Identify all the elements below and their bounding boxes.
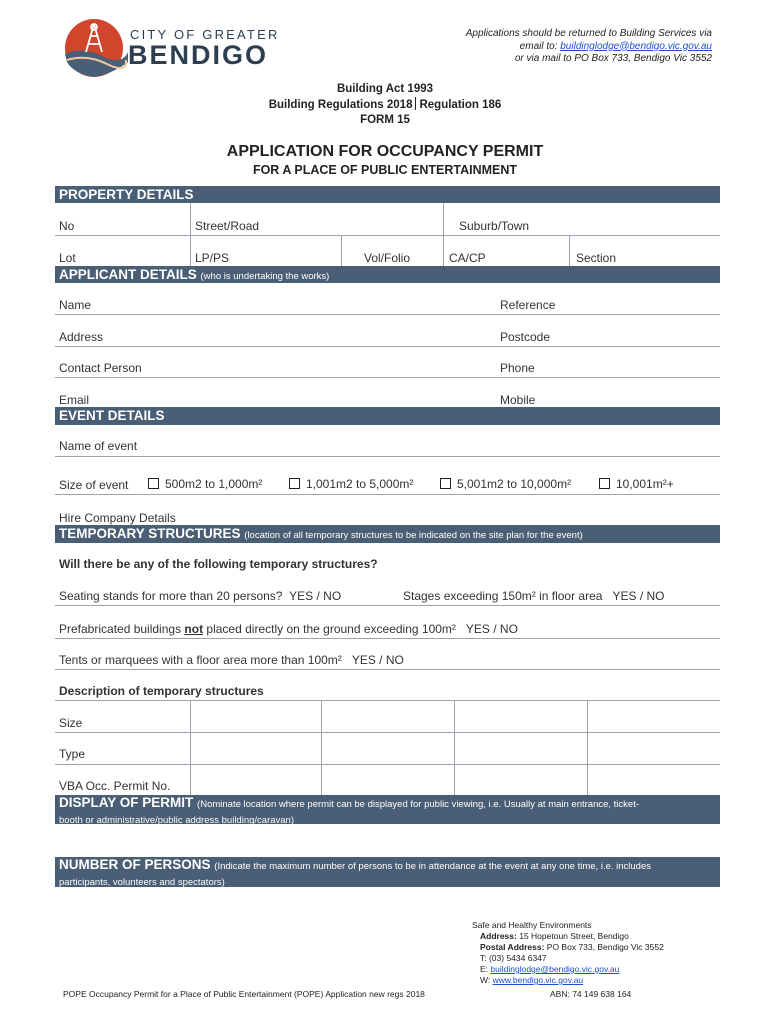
footer-postal-label: Postal Address: <box>480 942 545 952</box>
regulation-number: Regulation 186 <box>419 99 502 111</box>
regulations-line <box>0 97 770 113</box>
divider <box>341 235 342 266</box>
temp-question: Will there be any of the following temporary structures? <box>59 557 378 571</box>
temp-heading-note: (location of all temporary structures to be indicated on the site plan for the event) <box>244 530 583 541</box>
legislation-block <box>0 82 770 128</box>
property-heading-text: PROPERTY DETAILS <box>59 187 194 202</box>
size-option-1[interactable] <box>148 477 262 491</box>
tents-text: Tents or marquees with a floor area more than 100m² <box>59 653 342 667</box>
document-reference: POPE Occupancy Permit for a Place of Public Entertainment (POPE) Application new regs 2018 <box>63 989 425 999</box>
vba-row-label: VBA Occ. Permit No. <box>59 779 171 793</box>
event-size-label: Size of event <box>59 478 129 492</box>
email-label: Email <box>59 393 90 407</box>
stages-question <box>403 589 664 603</box>
return-line-1: Applications should be returned to Building Services via <box>465 28 712 39</box>
divider <box>55 669 720 670</box>
footer-org: Safe and Healthy Environments <box>472 920 592 930</box>
persons-heading-note-2: participants, volunteers and spectators) <box>59 877 225 887</box>
display-heading-note-1: (Nominate location where permit can be displayed for public viewing, i.e. Usually at main entrance, ticket- <box>197 799 640 810</box>
divider <box>55 700 720 701</box>
lot-label: Lot <box>59 251 76 265</box>
return-line-3: or via mail to PO Box 733, Bendigo Vic 3552 <box>514 53 712 64</box>
seating-question <box>59 589 341 603</box>
checkbox-icon[interactable] <box>148 478 159 489</box>
mobile-label: Mobile <box>500 393 536 407</box>
form-number: FORM 15 <box>360 114 410 126</box>
hire-company-label: Hire Company Details <box>59 511 176 525</box>
persons-heading-text: NUMBER OF PERSONS <box>59 857 211 872</box>
footer-postal <box>472 942 664 953</box>
event-heading-text: EVENT DETAILS <box>59 408 165 423</box>
act-line: Building Act 1993 <box>336 83 434 95</box>
suburb-label: Suburb/Town <box>459 219 530 233</box>
no-label: No <box>59 219 75 233</box>
divider <box>55 314 720 315</box>
type-row-label: Type <box>59 747 86 761</box>
event-name-label: Name of event <box>59 439 138 453</box>
applicant-details-heading <box>55 266 720 283</box>
display-permit-heading <box>55 795 720 824</box>
street-label: Street/Road <box>195 219 260 233</box>
prefab-text-post: placed directly on the ground exceeding 100m² <box>203 622 456 636</box>
return-email-link[interactable]: buildinglodge@bendigo.vic.gov.au <box>560 40 712 52</box>
size-option-3-label: 5,001m2 to 10,000m² <box>457 477 572 491</box>
temporary-structures-heading <box>55 525 720 543</box>
divider <box>587 700 588 795</box>
tents-question <box>59 653 404 667</box>
cacp-label: CA/CP <box>449 251 486 265</box>
return-line-2 <box>466 41 712 54</box>
divider <box>55 732 720 733</box>
checkbox-icon[interactable] <box>599 478 610 489</box>
stages-text: Stages exceeding 150m² in floor area <box>403 589 603 603</box>
abn-number: ABN: 74 149 638 164 <box>550 989 632 999</box>
footer-address-label: Address: <box>480 931 517 941</box>
return-instructions <box>466 28 712 66</box>
divider <box>55 377 720 378</box>
page-subtitle: FOR A PLACE OF PUBLIC ENTERTAINMENT <box>252 163 518 177</box>
divider <box>55 235 720 236</box>
footer-postal-value: PO Box 733, Bendigo Vic 3552 <box>546 942 664 952</box>
property-details-heading <box>55 186 720 203</box>
size-option-4[interactable] <box>599 477 674 491</box>
divider <box>55 638 720 639</box>
prefab-answer[interactable]: YES / NO <box>465 622 518 636</box>
temp-heading-text: TEMPORARY STRUCTURES <box>59 526 241 541</box>
seating-answer[interactable]: YES / NO <box>289 589 342 603</box>
lpps-label: LP/PS <box>195 251 230 265</box>
divider <box>55 605 720 606</box>
logo-text-line2: BENDIGO <box>128 40 269 70</box>
stages-answer[interactable]: YES / NO <box>612 589 665 603</box>
divider <box>55 494 720 495</box>
seating-text: Seating stands for more than 20 persons? <box>59 589 283 603</box>
footer-web <box>472 975 664 986</box>
size-option-3[interactable] <box>440 477 571 491</box>
footer-email <box>472 964 664 975</box>
regulation-separator <box>415 97 416 110</box>
prefab-question <box>59 622 518 636</box>
applicant-heading-text: APPLICANT DETAILS <box>59 267 197 282</box>
logo-text-line1: CITY OF GREATER <box>130 27 280 42</box>
divider <box>454 700 455 795</box>
persons-heading-note-1: (Indicate the maximum number of persons to be in attendance at the event at any one time, i.e. includes <box>214 861 652 872</box>
size-option-2-label: 1,001m2 to 5,000m² <box>306 477 414 491</box>
footer-email-link[interactable]: buildinglodge@bendigo.vic.gov.au <box>490 964 620 974</box>
checkbox-icon[interactable] <box>440 478 451 489</box>
city-logo-emblem-icon <box>62 18 132 80</box>
divider <box>55 764 720 765</box>
footer-web-prefix: W: <box>480 975 493 985</box>
divider <box>569 235 570 266</box>
applicant-heading-note: (who is undertaking the works) <box>200 271 330 282</box>
name-label: Name <box>59 298 92 312</box>
footer-email-prefix: E: <box>480 964 491 974</box>
reference-label: Reference <box>500 298 556 312</box>
description-heading: Description of temporary structures <box>59 684 264 698</box>
size-option-4-label: 10,001m²+ <box>616 477 674 491</box>
event-details-heading <box>55 407 720 425</box>
section-label: Section <box>576 251 617 265</box>
regulations-name: Building Regulations 2018 <box>268 99 413 111</box>
display-heading-text: DISPLAY OF PERMIT <box>59 795 194 810</box>
divider <box>55 456 720 457</box>
footer-telephone: T: (03) 5434 6347 <box>480 953 547 963</box>
return-email-prefix: email to: <box>519 40 561 52</box>
tents-answer[interactable]: YES / NO <box>351 653 404 667</box>
divider <box>321 700 322 795</box>
phone-label: Phone <box>500 361 535 375</box>
display-heading-note-2: booth or administrative/public address building/caravan) <box>59 815 294 824</box>
divider <box>55 346 720 347</box>
prefab-text-pre: Prefabricated buildings <box>59 622 185 636</box>
size-option-2[interactable] <box>289 477 413 491</box>
address-label: Address <box>59 330 104 344</box>
checkbox-icon[interactable] <box>289 478 300 489</box>
contact-label: Contact Person <box>59 361 142 375</box>
footer-address <box>472 931 664 942</box>
footer-address-value: 15 Hopetoun Street, Bendigo <box>519 931 629 941</box>
size-option-1-label: 500m2 to 1,000m² <box>165 477 263 491</box>
postcode-label: Postcode <box>500 330 551 344</box>
page-title: APPLICATION FOR OCCUPANCY PERMIT <box>226 143 544 160</box>
footer-web-link[interactable]: www.bendigo.vic.gov.au <box>492 975 584 985</box>
footer-contact <box>472 920 664 986</box>
number-of-persons-heading <box>55 857 720 887</box>
prefab-text-not: not <box>184 622 204 636</box>
divider <box>190 700 191 795</box>
volfolio-label: Vol/Folio <box>364 251 411 265</box>
size-row-label: Size <box>59 716 83 730</box>
